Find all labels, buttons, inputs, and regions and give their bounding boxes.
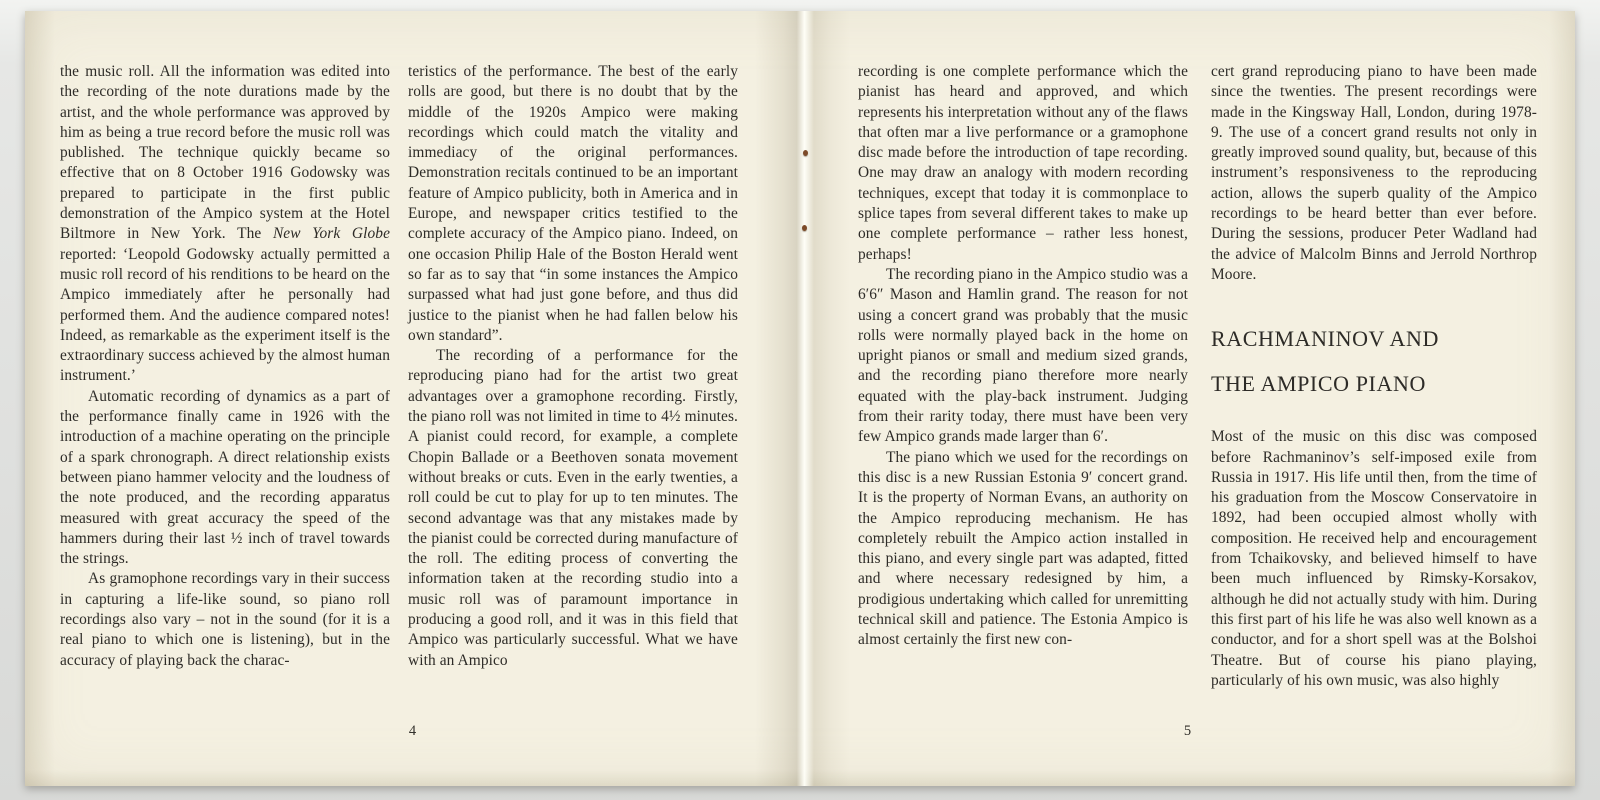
- paragraph: [60, 62, 390, 387]
- right-page-column-2: [1211, 62, 1537, 691]
- paragraph: teristics of the performance. The best of the early rolls are good, but there is no doubt that by the middle of the 1920s Ampico were making recordings which could match the vitality and immediacy of the original performances. Demonstration recitals continued to be an important feature of Ampico publicity, both in America and in Europe, and newspaper critics testified to the complete accuracy of the Ampico piano. Indeed, on one occasion Philip Hale of the Boston Herald went so far as to say that “in some instances the Ampico surpassed what had just gone before, and thus did justice to the pianist when he had fallen below his own standard”.: [408, 63, 738, 344]
- paragraph: Most of the music on this disc was composed before Rachmaninov’s self-imposed exile from Russia in 1917. His life until then, from the time of his graduation from the Moscow Conservatoire in 1892, had been occupied almost wholly with composition. He received help and encouragement from Tchaikovsky, and believed himself to have been much influenced by Rimsky-Korsakov, although he did not actually study with him. During this first part of his life he was also well known as a conductor, and for a short spell was at the Bolshoi Theatre. But of course his piano playing, particularly of his own music, was also highly: [1211, 428, 1537, 689]
- section-heading-line-2: THE AMPICO PIANO: [1211, 371, 1426, 397]
- paragraph-text: the music roll. All the information was edited into the recording of the note durations made by the artist, and the whole performance was approved by him as being a true record before the music roll was published. The technique quickly became so effective that on 8 October 1916 Godowsky was prepared to participate in the first public demonstration of the Ampico system at the Hotel Biltmore in New York. The: [60, 63, 390, 243]
- left-page-column-1: [60, 62, 390, 671]
- paragraph: Automatic recording of dynamics as a part of the performance finally came in 1926 with the introduction of a machine operating on the principle of a spark chronograph. A direct relationship exists between piano hammer velocity and the loudness of the note produced, and the recording apparatus measured with great accuracy the speed of the hammers during their last ½ inch of travel towards the strings.: [60, 387, 390, 568]
- paragraph: As gramophone recordings vary in their success in capturing a life-like sound, so piano roll recordings also vary – not in the sound (for it is a real piano to which one is listening), but in the accuracy of playing back the charac-: [60, 570, 390, 669]
- right-page: [800, 11, 1575, 786]
- paragraph: cert grand reproducing piano to have been made since the twenties. The present recordings were made in the Kingsway Hall, London, during 1978-9. The use of a concert grand results not only in greatly improved sound quality, but, because of this instrument’s responsiveness to the reproducing action, allows the superb quality of the Ampico recordings to be heard better than ever before. During the sessions, producer Peter Wadland had the advice of Malcolm Binns and Jerrold Northrop Moore.: [1211, 63, 1537, 283]
- paragraph: The piano which we used for the recordings on this disc is a new Russian Estonia 9′ concert grand. It is the property of Norman Evans, an authority on the Ampico reproducing mechanism. He has completely rebuilt the Ampico action installed in this piano, and every single part was adapted, fitted and where necessary redesigned by him, a prodigious undertaking which called for unremitting technical skill and patience. The Estonia Ampico is almost certainly the first new con-: [858, 448, 1188, 649]
- page-number-right: 5: [1183, 723, 1192, 739]
- paragraph: The recording piano in the Ampico studio was a 6′6″ Mason and Hamlin grand. The reason for not using a concert grand was probably that the music rolls were normally played back in the home on upright pianos or small and medium sized grands, and the recording piano therefore more nearly equated with the play-back instrument. Judging from their rarity today, there must have been very few Ampico grands made larger than 6′.: [858, 265, 1188, 446]
- left-page-column-2: [408, 62, 738, 671]
- paragraph-text: reported: ‘Leopold Godowsky actually permitted a music roll record of his renditions to be heard on the Ampico immediately after he personally had performed them. And the audience compared notes! Indeed, as remarkable as the experiment itself is the extraordinary success achieved by the almost human instrument.’: [60, 245, 390, 385]
- paragraph: recording is one complete performance which the pianist has heard and approved, and which represents his interpretation without any of the flaws that often mar a live performance or a gramophone disc made before the introduction of tape recording. One may draw an analogy with modern recording techniques, except that today it is commonplace to splice tapes from several different takes to make up one complete performance – rather less honest, perhaps!: [858, 63, 1188, 263]
- left-page: [25, 11, 800, 786]
- paragraph: The recording of a performance for the reproducing piano had for the artist two great advantages over a gramophone recording. Firstly, the piano roll was not limited in time to 4½ minutes. A pianist could record, for example, a complete Chopin Ballade or a Beethoven sonata movement without breaks or cuts. Even in the early twenties, a roll could be cut to play for up to ten minutes. The second advantage was that any mistakes made by the pianist could be corrected during manufacture of the roll. The editing process of converting the information taken at the recording studio into a music roll was of paramount importance in producing a good roll, and it was in this field that Ampico was particularly successful. What we have with an Ampico: [408, 347, 738, 669]
- right-page-column-1: [858, 62, 1188, 651]
- booklet-spread: [25, 11, 1575, 786]
- section-heading-line-1: RACHMANINOV AND: [1211, 326, 1440, 352]
- newspaper-title-italic: New York Globe: [272, 225, 390, 243]
- section-heading: [1211, 316, 1537, 406]
- page-number-left: 4: [408, 723, 417, 739]
